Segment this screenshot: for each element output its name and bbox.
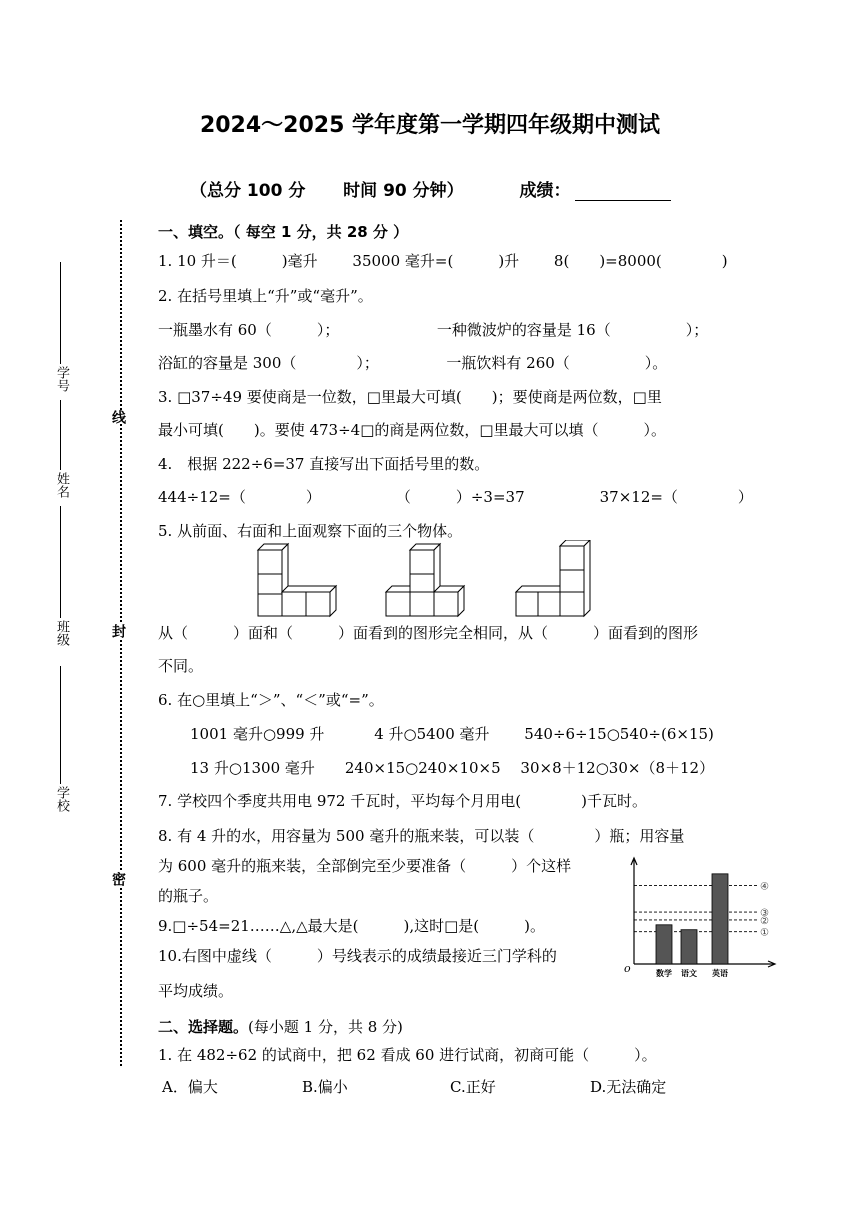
category-label-1: 数学 <box>656 968 672 978</box>
exam-info <box>190 176 671 201</box>
option-b: B.偏小 <box>302 1078 348 1096</box>
section1-heading: 一、填空。（ 每空 1 分，共 28 分 ） <box>158 223 409 241</box>
reference-label-4: ④ <box>760 881 769 893</box>
page-title: 2024～2025 学年度第一学期四年级期中测试 <box>199 113 661 138</box>
q2-line-b: 浴缸的容量是 300（ ）； 一瓶饮料有 260（ ）。 <box>158 354 668 372</box>
name-label: 姓名 <box>54 472 69 498</box>
bar-2 <box>681 930 697 964</box>
q7-line: 7. 学校四个季度共用电 972 千瓦时，平均每个月用电( )千瓦时。 <box>158 792 647 810</box>
student-id-label: 学号 <box>54 366 69 392</box>
q9-line: 9.□÷54=21……△,△最大是( ),这时□是( )。 <box>158 917 545 935</box>
s2-q1: 1. 在 482÷62 的试商中，把 62 看成 60 进行试商，初商可能（ ）。 <box>158 1046 657 1064</box>
q2-line-a: 一瓶墨水有 60（ ）； 一种微波炉的容量是 16（ ）； <box>158 321 709 339</box>
q3-line-a: 3. □37÷49 要使商是一位数，□里最大可填( )；要使商是两位数，□里 <box>158 388 662 406</box>
name-blank-line <box>60 400 61 470</box>
reference-label-3: ③ <box>760 908 769 920</box>
seal-word-line: 线 <box>110 410 126 424</box>
option-c: C.正好 <box>450 1078 496 1096</box>
q1-line: 1. 10 升＝( )毫升 35000 毫升=( )升 8( )=8000( ) <box>158 252 728 270</box>
category-label-2: 语文 <box>681 968 697 978</box>
id-blank-line <box>60 262 61 364</box>
section2-heading-row <box>158 1016 403 1037</box>
class-blank-line <box>60 506 61 618</box>
q8-line-b: 为 600 毫升的瓶来装，全部倒完至少要准备（ ）个这样 <box>158 857 572 875</box>
score-bar-chart <box>624 856 784 982</box>
school-label: 学校 <box>54 786 69 812</box>
school-blank-line <box>60 666 61 784</box>
score-blank[interactable] <box>575 180 671 201</box>
seal-word-seal: 封 <box>110 624 126 638</box>
cube-figure-1 <box>258 544 336 616</box>
section2-note: (每小题 1 分，共 8 分) <box>248 1018 403 1036</box>
q8-line-a: 8. 有 4 升的水，用容量为 500 毫升的瓶来装，可以装（ ）瓶；用容量 <box>158 827 685 845</box>
q2-line: 2. 在括号里填上“升”或“毫升”。 <box>158 287 373 305</box>
q10-line-b: 平均成绩。 <box>158 982 234 1000</box>
q8-line-c: 的瓶子。 <box>158 887 219 905</box>
reference-label-2: ② <box>760 915 769 927</box>
chart-origin-label: o <box>624 962 631 975</box>
q3-line-b: 最小可填( )。要使 473÷4□的商是两位数，□里最大可以填（ ）。 <box>158 421 667 439</box>
section2-heading: 二、选择题。 <box>158 1018 249 1036</box>
q10-line-a: 10.右图中虚线（ ）号线表示的成绩最接近三门学科的 <box>158 947 557 965</box>
score-label: 成绩： <box>519 181 571 201</box>
exam-time: 时间 90 分钟） <box>343 181 464 201</box>
option-d: D.无法确定 <box>590 1078 667 1096</box>
q6-row-1: 1001 毫升○999 升 4 升○5400 毫升 540÷6÷15○540÷(6×15) <box>190 725 714 743</box>
cube-figure-2 <box>386 544 464 616</box>
q6-row-2: 13 升○1300 毫升 240×15○240×10×5 30×8＋12○30×（8＋12） <box>190 759 715 777</box>
cube-figures <box>240 540 600 620</box>
q5-answer-b: 不同。 <box>158 657 204 675</box>
seal-word-secret: 密 <box>110 872 126 886</box>
reference-label-1: ① <box>760 927 769 939</box>
q4-answers: 444÷12=（ ） （ ）÷3=37 37×12=（ ） <box>158 488 753 506</box>
cube-figure-3 <box>516 540 590 616</box>
q5-line: 5. 从前面、右面和上面观察下面的三个物体。 <box>158 522 463 540</box>
category-label-3: 英语 <box>712 968 728 978</box>
bar-3 <box>712 874 728 964</box>
q4-line: 4. 根据 222÷6=37 直接写出下面括号里的数。 <box>158 455 490 473</box>
binding-dotted-line <box>120 220 122 1066</box>
total-score: （总分 100 分 <box>190 181 306 201</box>
class-label: 班级 <box>54 620 69 646</box>
bar-1 <box>656 925 672 964</box>
option-a: A．偏大 <box>162 1078 218 1096</box>
q6-line: 6. 在○里填上“＞”、“＜”或“=”。 <box>158 691 384 709</box>
q5-answer-a: 从（ ）面和（ ）面看到的图形完全相同，从（ ）面看到的图形 <box>158 624 699 642</box>
